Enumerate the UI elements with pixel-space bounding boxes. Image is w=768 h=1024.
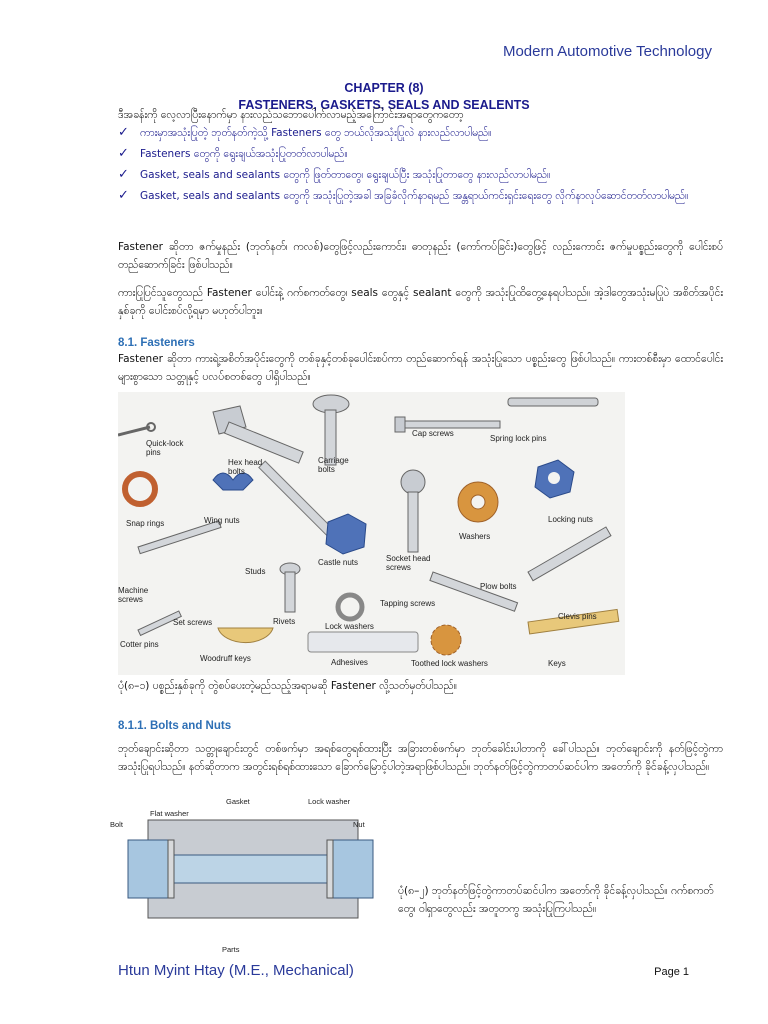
label-keys: Keys (548, 659, 566, 668)
label-lock-washers: Lock washers (325, 622, 374, 631)
label-socket-head-screws: Socket head screws (386, 554, 431, 572)
label-washers: Washers (459, 532, 491, 541)
label-flat-washer: Flat washer (150, 809, 189, 818)
objectives-list (118, 124, 718, 208)
objective-item: ✓ Gasket, seals and sealants တွေကို ဖြုတ်တာတွေ၊ ရွေးချယ်ပြီး အသုံးပြုတာတွေ နားလည်လာပါမည်။ (118, 167, 551, 182)
page-number: Page 1 (654, 966, 689, 978)
fasteners-figure (118, 392, 625, 675)
label-gasket: Gasket (226, 797, 250, 806)
label-set-screws: Set screws (173, 618, 213, 627)
label-toothed-lock-washers: Toothed lock washers (411, 659, 488, 668)
label-spring-lock-pins: Spring lock pins (490, 434, 547, 443)
label-rivets: Rivets (273, 617, 296, 626)
paragraph-technicians: ကားပြုပြင်သူတွေသည် Fastener ပေါင်းနဲ့ ဂက်စကတ်တွေ၊ seals တွေနှင့် sealant တွေကို အသုံးပြုထိတွေ့နေရပါသည်။ အဲ့ဒါတွေအသုံးမပြုပဲ အစိတ်အပိုင်းနှစ်ခုကို ပေါင်းစပ်လို့ရမှာ မဟုတ်ပါဘူး။ (118, 287, 723, 317)
running-header: Modern Automotive Technology (502, 43, 712, 60)
label-studs: Studs (245, 567, 266, 576)
label-cotter-pins: Cotter pins (120, 640, 159, 649)
label-locking-nuts: Locking nuts (548, 515, 593, 524)
label-bolt: Bolt (110, 820, 123, 829)
label-carriage-bolts: Carriage bolts (318, 456, 349, 474)
intro-text: ဒီအခန်းကို လေ့လာပြီးနောက်မှာ နားလည်သဘောပေါက်လာမည့်အကြောင်းအရာတွေကတော့ (118, 109, 464, 121)
label-plow-bolts: Plow bolts (480, 582, 517, 591)
label-tapping-screws: Tapping screws (380, 599, 436, 608)
label-nut: Nut (353, 820, 365, 829)
checkmark-icon: ✓ (118, 167, 129, 182)
figure1-caption: ပုံ(၈–၁) ပစ္စည်းနှစ်ခုကို တွဲစပ်ပေးတဲ့မည်သည့်အရာမဆို Fastener လို့သတ်မှတ်ပါသည်။ (118, 680, 457, 692)
label-parts: Parts (222, 945, 240, 954)
objective-item: ✓ ကားမှာအသုံးပြုတဲ့ ဘုတ်နတ်ကဲ့သို့ Fasteners တွေ ဘယ်လိုအသုံးပြုလဲ နားလည်လာပါမည်။ (118, 125, 492, 140)
checkmark-icon: ✓ (118, 125, 129, 140)
label-snap-rings: Snap rings (126, 519, 165, 528)
chapter-number: CHAPTER (8) (344, 81, 424, 95)
bolt-assembly-illustration (108, 795, 378, 960)
paragraph-fastener-definition: Fastener ဆိုတာ ဇက်မှုနည်း (ဘုတ်နတ်၊ ကလစ်)တွေဖြင့်လည်းကောင်း၊ ဓာတုနည်း (ကော်ကပ်ခြင်း)တွေဖြင့် လည်းကောင်း ဇက်မှုပစ္စည်းတွေကို ပေါင်းစပ်တည်ဆောက်ခြင်း ဖြစ်ပါသည်။ (118, 241, 723, 271)
footer-author: Htun Myint Htay (M.E., Mechanical) (118, 962, 354, 979)
label-cap-screws: Cap screws (412, 429, 454, 438)
bolt-assembly-figure (108, 795, 378, 960)
label-castle-nuts: Castle nuts (318, 558, 359, 567)
section-heading-bolts-nuts: 8.1.1. Bolts and Nuts (118, 720, 232, 732)
paragraph-bolts-nuts: ဘုတ်ချောင်းဆိုတာ သတ္တုချောင်းတွင် တစ်ဖက်မှာ အရစ်တွေရစ်ထားပြီး အခြားတစ်ဖက်မှာ ဘုတ်ခေါင်းပါတာကို ခေါ်ပါသည်။ ဘုတ်ချောင်းကို နတ်ဖြင့်တွဲကာ အသုံးပြုရပါသည်။ နတ်ဆိုတာက အတွင်းရစ်ရစ်ထားသော ခြောက်မြောင့်ပါတဲ့အရာဖြစ်ပါသည်။ ဘုတ်နတ်ဖြင့်တွဲကာတပ်ဆင်ပါက အတော်ကို ခိုင်ခန့်လှပါသည်။ (118, 743, 723, 773)
objective-item: ✓ Gasket, seals and sealants တွေကို အသုံးပြုတဲ့အခါ အခြခံလိုက်နာရမည် အန္တရာယ်ကင်းရှင်းရေးတွေ လိုက်နာလုပ်ဆောင်တတ်လာပါမည်။ (118, 188, 689, 203)
label-wing-nuts: Wing nuts (204, 516, 240, 525)
figure2-caption: ပုံ(၈–၂) ဘုတ်နတ်ဖြင့်တွဲကာတပ်ဆင်ပါက အတော်ကို ခိုင်ခန့်လှပါသည်။ ဂက်စကတ်တွေ၊ ဝါရှာတွေလည်း အတူတကွ အသုံးပြုကြပါသည်။ (398, 885, 714, 915)
objective-item: ✓ Fasteners တွေကို ရွေးချယ်အသုံးပြုတတ်လာပါမည်။ (118, 146, 348, 161)
label-quick-lock-pins: Quick-lock pins (146, 439, 184, 457)
section-heading-fasteners: 8.1. Fasteners (118, 337, 195, 349)
paragraph-fasteners: Fastener ဆိုတာ ကားရဲ့အစိတ်အပိုင်းတွေကို တစ်ခုနှင့်တစ်ခုပေါင်းစပ်ကာ တည်ဆောက်ရန် အသုံးပြုသော ပစ္စည်းတွေ ဖြစ်ပါသည်။ ကားတစ်စီးမှာ ထောင်ပေါင်းများစွာသော သတ္တုနှင့် ပလပ်စတစ်တွေ ပါရှိပါသည်။ (118, 353, 723, 383)
label-adhesives: Adhesives (331, 658, 368, 667)
label-machine-screws: Machine screws (118, 586, 149, 604)
label-clevis-pins: Clevis pins (558, 612, 597, 621)
checkmark-icon: ✓ (118, 188, 129, 203)
label-hex-head-bolts: Hex head bolts (228, 458, 263, 476)
label-woodruff-keys: Woodruff keys (200, 654, 251, 663)
label-lock-washer: Lock washer (308, 797, 351, 806)
checkmark-icon: ✓ (118, 146, 129, 161)
chapter-title: FASTENERS, GASKETS, SEALS AND SEALENTS (238, 98, 530, 112)
